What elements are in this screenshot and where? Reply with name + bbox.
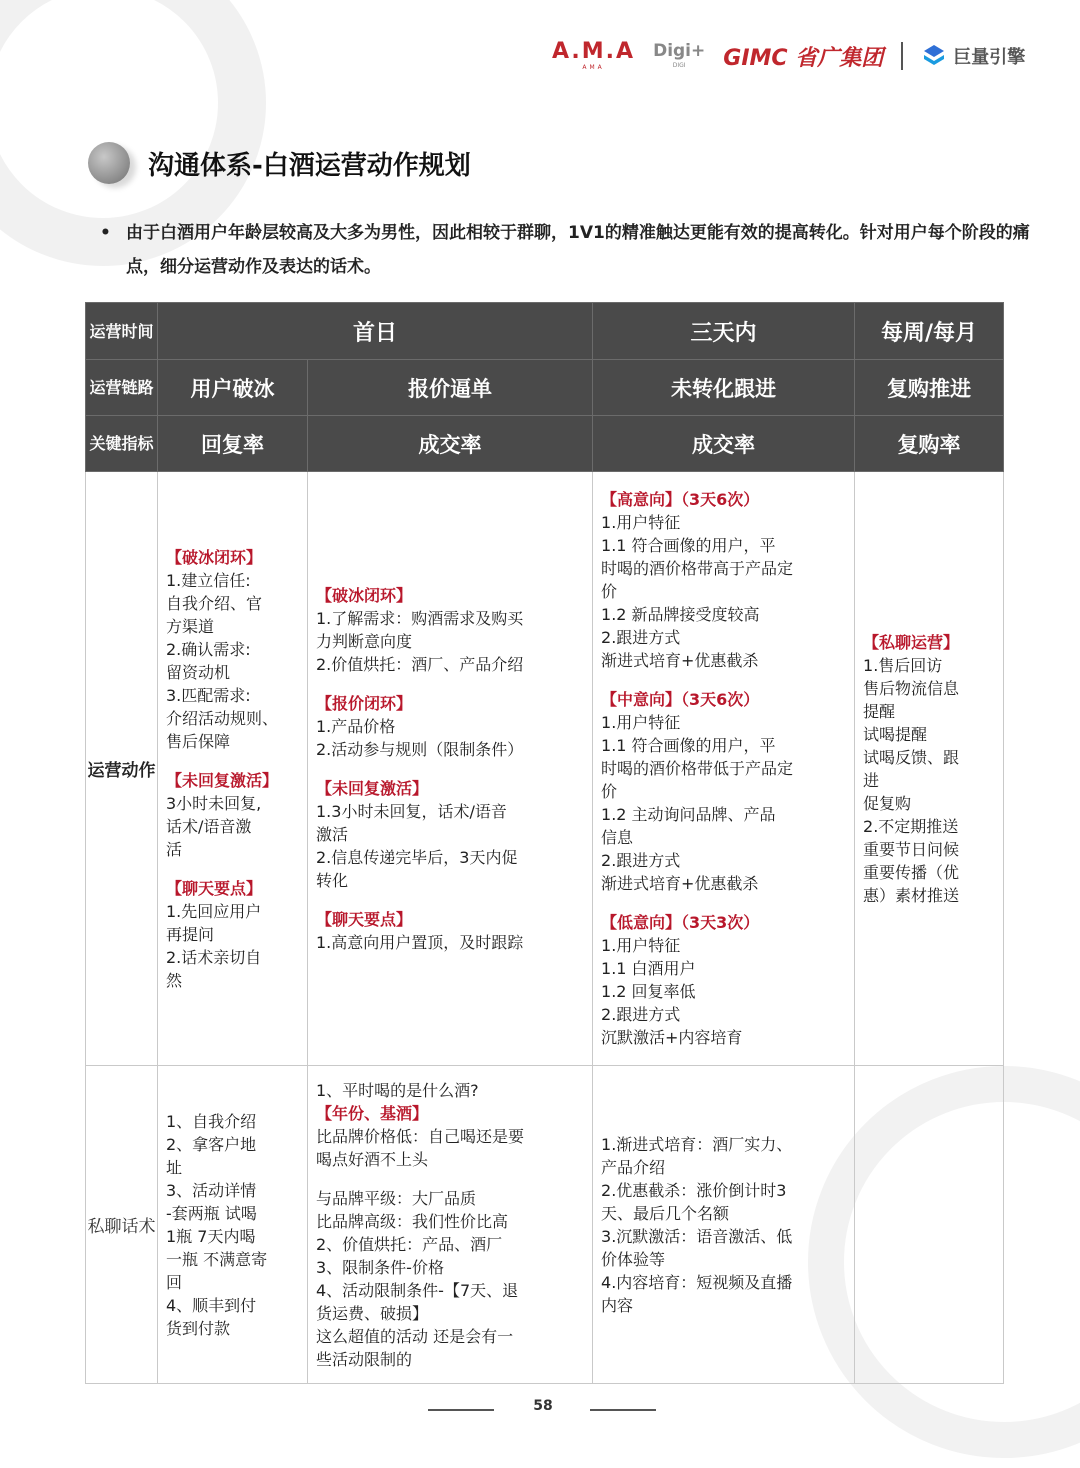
section-heading: 【未回复激活】 <box>316 778 429 798</box>
page-number: 58 <box>533 1398 553 1414</box>
cell-line: 价体验等 <box>601 1249 666 1269</box>
page-footer <box>0 1398 1080 1422</box>
juliang-logo: 巨量引擎 <box>921 43 1025 69</box>
gimc-logo: GIMC 省广集团 <box>723 45 884 71</box>
bullet-icon: • <box>100 223 111 243</box>
cell-line: 1.用户特征 <box>601 513 681 532</box>
scripts-icebreak-cell <box>158 1066 308 1384</box>
ama-logo: A.M.A AMA <box>552 39 636 71</box>
cell-line: 1.2 主动询问品牌、产品 <box>601 805 776 824</box>
cell-line: 1.用户特征 <box>601 713 681 732</box>
cell-line: 些活动限制的 <box>316 1349 413 1369</box>
header-weekly-monthly: 每周/每月 <box>855 303 1004 360</box>
cell-line: 货到付款 <box>166 1318 231 1338</box>
line-spacer <box>166 861 299 877</box>
cell-line: 1.了解需求：购酒需求及购买 <box>316 608 524 628</box>
cell-line: 内容 <box>601 1295 634 1315</box>
cell-line: 2.跟进方式 <box>601 628 681 647</box>
cell-line: -套两瓶 试喝 <box>166 1203 257 1223</box>
row-label-scripts: 私聊话术 <box>86 1066 158 1384</box>
cell-line: 2.确认需求: <box>166 639 251 659</box>
row-label-actions: 运营动作 <box>86 472 158 1066</box>
section-heading: 【中意向】（3天6次） <box>601 690 760 709</box>
kpi-repurchase-rate: 复购率 <box>855 416 1004 472</box>
cell-line: 提醒 <box>863 701 896 721</box>
header-row-chain <box>86 360 1004 416</box>
line-spacer <box>316 761 584 777</box>
cell-line: 3.匹配需求: <box>166 685 251 705</box>
cell-line: 2.跟进方式 <box>601 1005 681 1024</box>
scripts-repurchase-cell <box>855 1066 1004 1384</box>
cell-line: 4.内容培育：短视频及直播 <box>601 1272 793 1292</box>
cell-line: 3、限制条件-价格 <box>316 1257 444 1277</box>
cell-line: 4、活动限制条件-【7天、退 <box>316 1280 519 1300</box>
kpi-reply-rate: 回复率 <box>158 416 308 472</box>
cell-line: 渐进式培育+优惠截杀 <box>601 651 759 670</box>
cell-line: 1.1 白酒用户 <box>601 959 696 978</box>
cell-line: 4、顺丰到付 <box>166 1295 257 1315</box>
header-row-time <box>86 303 1004 360</box>
section-heading: 【未回复激活】 <box>166 770 279 790</box>
actions-quote-cell <box>308 472 593 1066</box>
cell-line: 力判断意向度 <box>316 631 413 651</box>
kpi-deal-rate-2: 成交率 <box>593 416 855 472</box>
header-row-kpi <box>86 416 1004 472</box>
row-label-time: 运营时间 <box>86 303 158 360</box>
line-spacer <box>601 672 846 688</box>
cell-line: 留资动机 <box>166 662 231 682</box>
partner-logos <box>552 38 1025 74</box>
cell-line: 2.话术亲切自 <box>166 947 262 967</box>
page-title: 沟通体系-白酒运营动作规划 <box>148 150 471 181</box>
chain-icebreak: 用户破冰 <box>158 360 308 416</box>
cell-line: 1.先回应用户 <box>166 901 262 921</box>
row-label-chain: 运营链路 <box>86 360 158 416</box>
cell-line: 3小时未回复, <box>166 793 262 813</box>
operation-plan-table <box>85 302 1004 1384</box>
cell-line: 价 <box>601 782 618 801</box>
cell-line: 自我介绍、官 <box>166 593 263 613</box>
cell-line: 试喝反馈、跟 <box>863 747 960 767</box>
cell-line: 3.沉默激活：语音激活、低 <box>601 1226 793 1246</box>
section-heading: 【破冰闭环】 <box>166 547 263 567</box>
cell-line: 这么超值的活动 还是会有一 <box>316 1326 514 1346</box>
line-spacer <box>166 753 299 769</box>
cell-line: 1.高意向用户置顶，及时跟踪 <box>316 932 524 952</box>
chain-follow-up: 未转化跟进 <box>593 360 855 416</box>
line-spacer <box>601 895 846 911</box>
section-heading: 【年份、基酒】 <box>316 1103 429 1123</box>
cell-line: 沉默激活+内容培育 <box>601 1028 743 1047</box>
section-heading: 【私聊运营】 <box>863 632 960 652</box>
cell-line: 介绍活动规则、 <box>166 708 279 728</box>
cell-line: 时喝的酒价格带高于产品定 <box>601 559 794 578</box>
cell-line: 活 <box>166 839 183 859</box>
footer-rule-left <box>428 1409 494 1411</box>
cell-line: 产品介绍 <box>601 1157 666 1177</box>
cell-line: 价 <box>601 582 618 601</box>
section-title <box>88 138 471 188</box>
cell-line: 话术/语音激 <box>166 816 252 836</box>
cell-line: 时喝的酒价格带低于产品定 <box>601 759 794 778</box>
cell-line: 1瓶 7天内喝 <box>166 1226 256 1246</box>
cell-line: 与品牌平级：大厂品质 <box>316 1188 477 1208</box>
cell-line: 1.2 回复率低 <box>601 982 696 1001</box>
cell-line: 1.1 符合画像的用户，平 <box>601 736 776 755</box>
intro-text: 由于白酒用户年龄层较高及大多为男性，因此相较于群聊，1V1的精准触达更能有效的提高转化。针对用户每个阶段的痛点，细分运营动作及表达的话术。 <box>126 223 1030 277</box>
row-label-kpi: 关键指标 <box>86 416 158 472</box>
line-spacer <box>316 1171 584 1187</box>
cell-line: 再提问 <box>166 924 215 944</box>
line-spacer <box>316 892 584 908</box>
cell-line: 1.2 新品牌接受度较高 <box>601 605 760 624</box>
cell-line: 喝点好酒不上头 <box>316 1149 429 1169</box>
chain-repurchase: 复购推进 <box>855 360 1004 416</box>
line-spacer <box>316 676 584 692</box>
title-bullet-icon <box>88 142 130 184</box>
cell-line: 惠）素材推送 <box>863 885 960 905</box>
cell-line: 2、价值烘托：产品、酒厂 <box>316 1234 503 1254</box>
cell-line: 促复购 <box>863 793 912 813</box>
section-heading: 【低意向】（3天3次） <box>601 913 760 932</box>
cell-line: 1.产品价格 <box>316 716 396 736</box>
section-heading: 【报价闭环】 <box>316 693 413 713</box>
cell-line: 售后保障 <box>166 731 231 751</box>
cell-line: 进 <box>863 770 880 790</box>
cell-line: 2.价值烘托：酒厂、产品介绍 <box>316 654 524 674</box>
chain-quote: 报价逼单 <box>308 360 593 416</box>
cell-line: 回 <box>166 1272 183 1292</box>
section-heading: 【破冰闭环】 <box>316 585 413 605</box>
logo-divider <box>901 42 903 70</box>
cell-line: 方渠道 <box>166 616 215 636</box>
cell-line: 转化 <box>316 870 349 890</box>
cell-line: 天、最后几个名额 <box>601 1203 730 1223</box>
section-heading: 【聊天要点】 <box>316 909 413 929</box>
actions-follow-up-cell <box>593 472 855 1066</box>
cell-line: 1.建立信任: <box>166 570 251 590</box>
actions-icebreak-cell <box>158 472 308 1066</box>
cell-line: 一瓶 不满意寄 <box>166 1249 268 1269</box>
actions-repurchase-cell <box>855 472 1004 1066</box>
cell-line: 2、拿客户地 <box>166 1134 257 1154</box>
cell-line: 1.1 符合画像的用户，平 <box>601 536 776 555</box>
scripts-row <box>86 1066 1004 1384</box>
header-day1: 首日 <box>158 303 593 360</box>
digi-logo: Digi+ DIGI <box>653 41 706 69</box>
cell-line: 3、活动详情 <box>166 1180 257 1200</box>
cell-line: 址 <box>166 1157 183 1177</box>
cell-line: 然 <box>166 970 183 990</box>
header-3days: 三天内 <box>593 303 855 360</box>
cell-line: 比品牌价格低：自己喝还是要 <box>316 1126 525 1146</box>
cell-line: 2.优惠截杀：涨价倒计时3 <box>601 1180 787 1200</box>
cell-line: 信息 <box>601 828 634 847</box>
cell-line: 2.活动参与规则（限制条件） <box>316 739 524 759</box>
cell-line: 1.3小时未回复，话术/语音 <box>316 801 507 821</box>
cell-line: 比品牌高级：我们性价比高 <box>316 1211 509 1231</box>
cell-line: 1.售后回访 <box>863 655 943 675</box>
cell-line: 1、平时喝的是什么酒? <box>316 1080 479 1100</box>
kpi-deal-rate-1: 成交率 <box>308 416 593 472</box>
section-heading: 【高意向】（3天6次） <box>601 490 760 509</box>
cell-line: 货运费、破损】 <box>316 1303 429 1323</box>
cell-line: 1.渐进式培育：酒厂实力、 <box>601 1134 793 1154</box>
cell-line: 渐进式培育+优惠截杀 <box>601 874 759 893</box>
cell-line: 重要节日问候 <box>863 839 960 859</box>
cell-line: 售后物流信息 <box>863 678 960 698</box>
scripts-follow-up-cell <box>593 1066 855 1384</box>
cell-line: 激活 <box>316 824 349 844</box>
section-heading: 【聊天要点】 <box>166 878 263 898</box>
cell-line: 2.跟进方式 <box>601 851 681 870</box>
cell-line: 1.用户特征 <box>601 936 681 955</box>
cell-line: 2.不定期推送 <box>863 816 959 836</box>
cell-line: 2.信息传递完毕后，3天内促 <box>316 847 518 867</box>
cell-line: 重要传播（优 <box>863 862 960 882</box>
actions-row <box>86 472 1004 1066</box>
scripts-quote-cell <box>308 1066 593 1384</box>
cell-line: 1、自我介绍 <box>166 1111 257 1131</box>
juliang-icon <box>921 43 947 69</box>
cell-line: 试喝提醒 <box>863 724 928 744</box>
intro-paragraph <box>100 216 1030 284</box>
footer-rule-right <box>590 1409 656 1411</box>
